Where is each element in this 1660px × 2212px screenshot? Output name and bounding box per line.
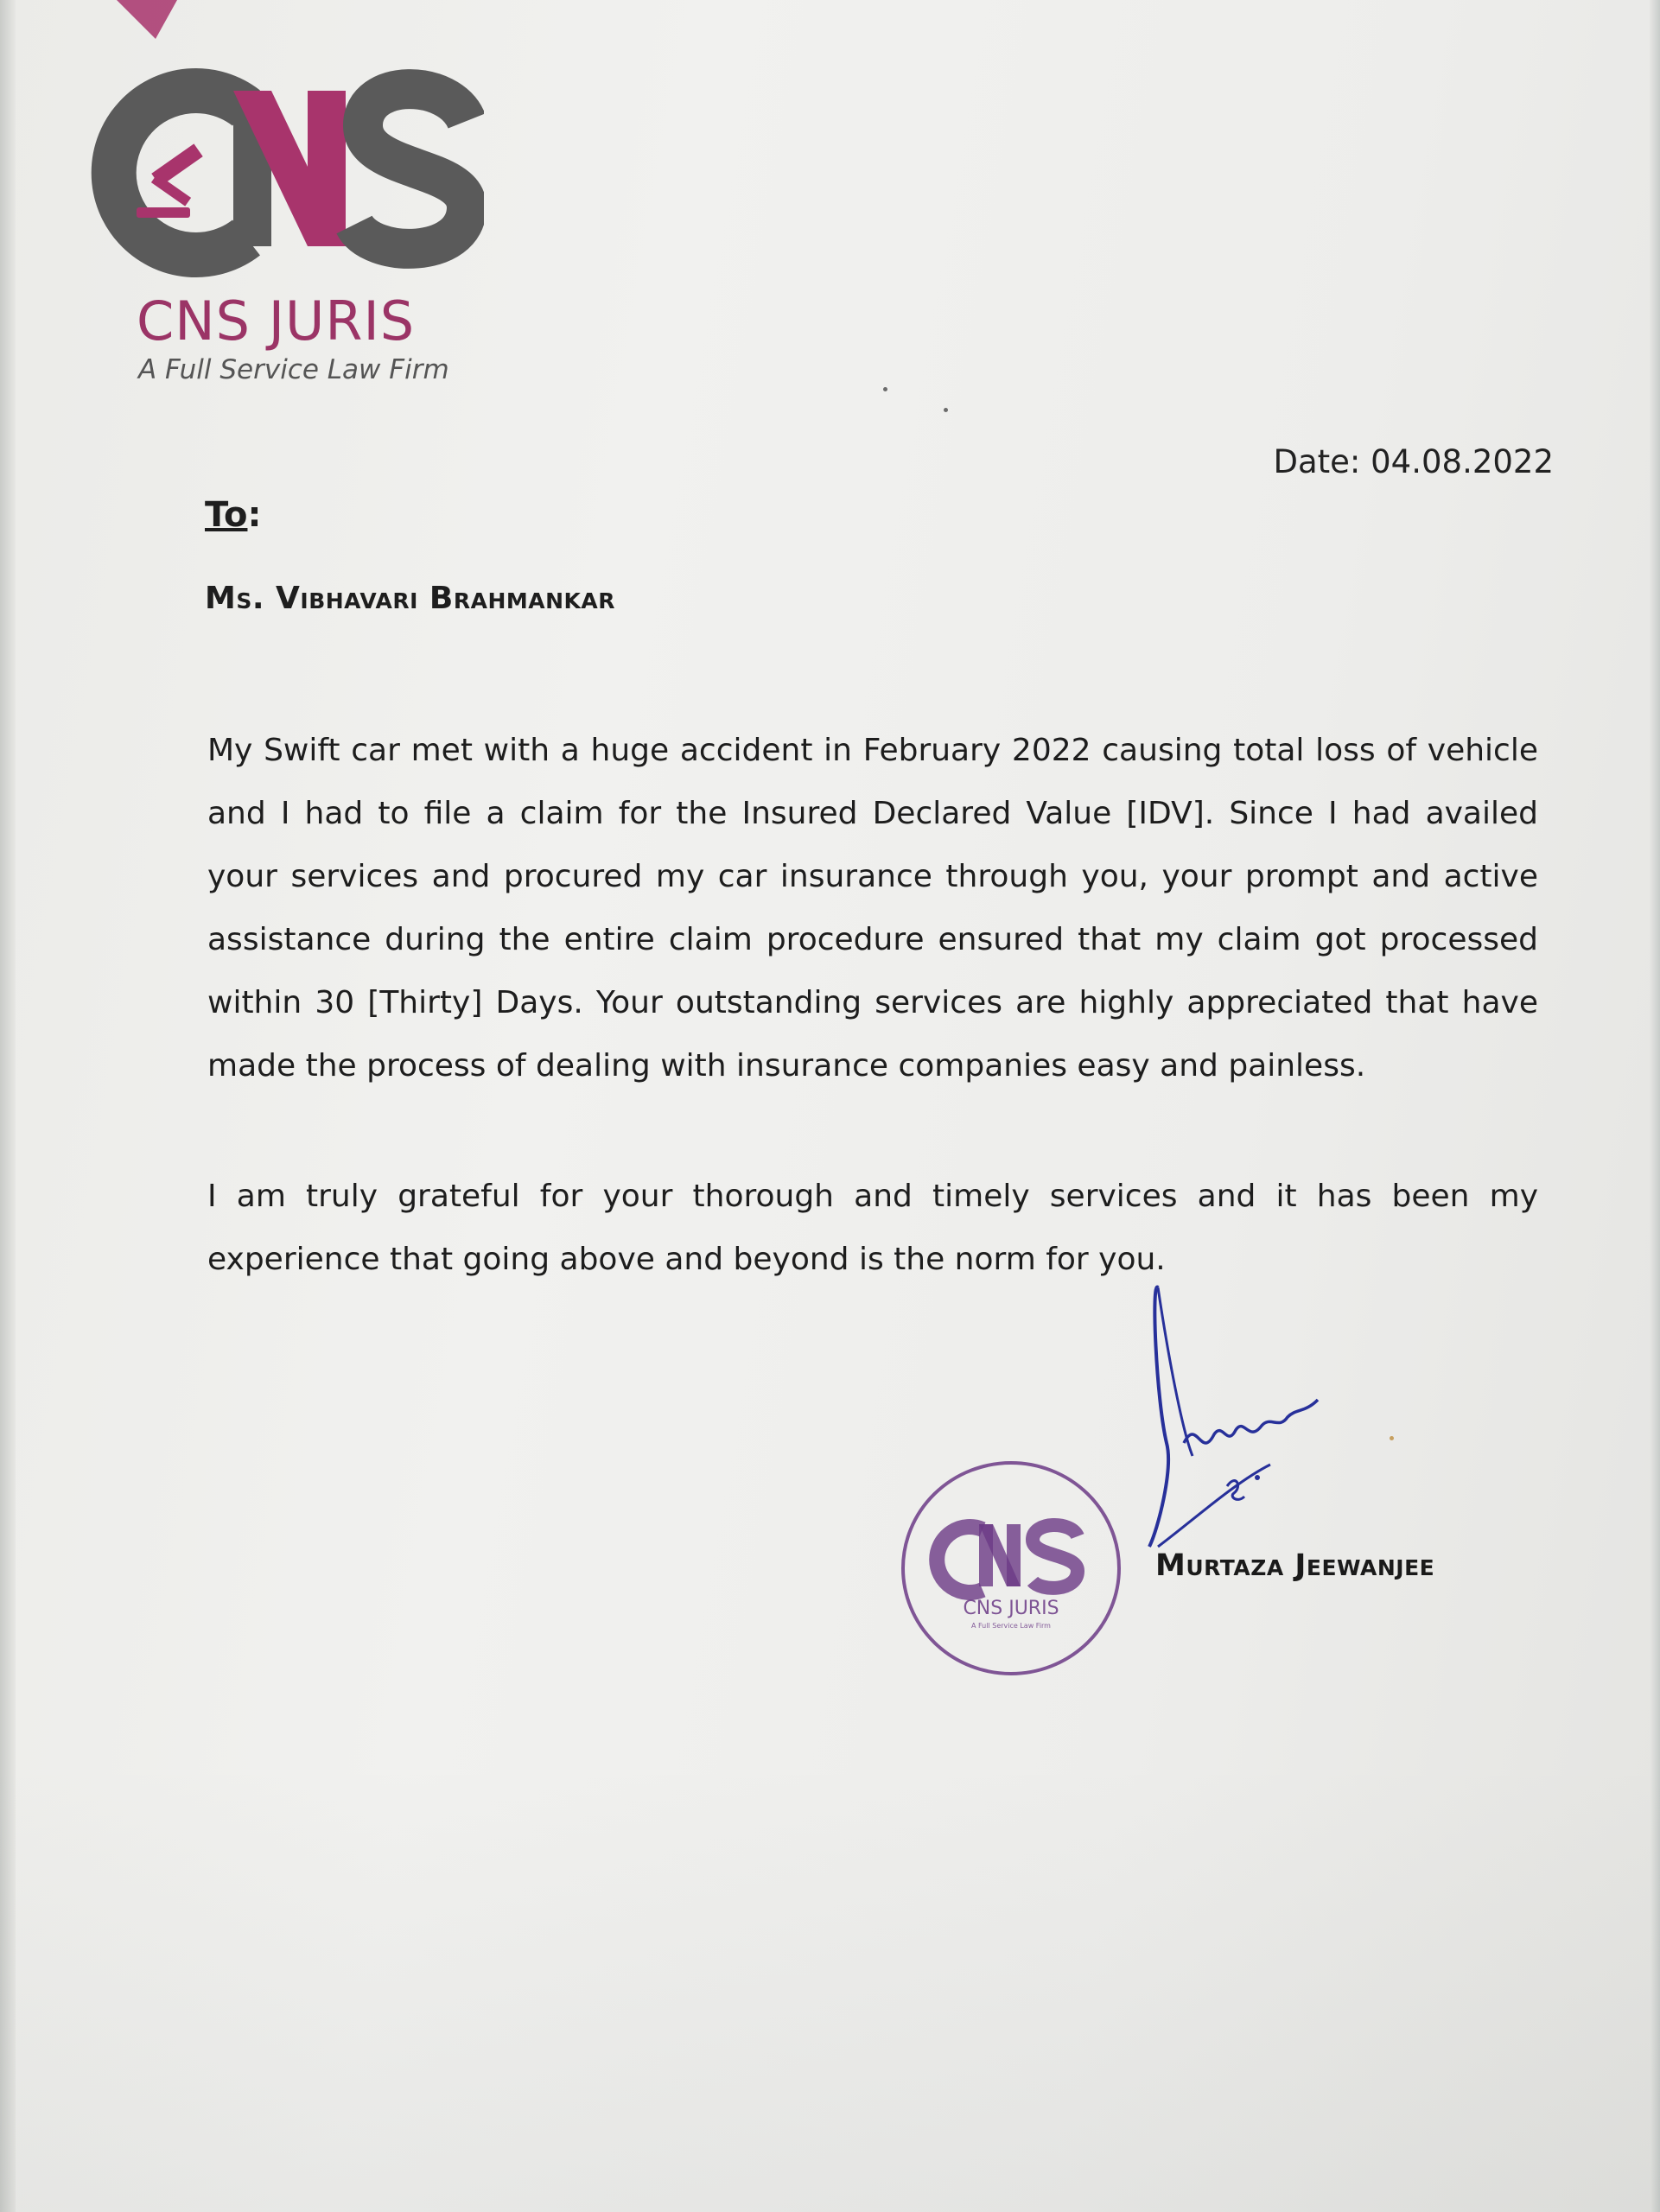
- firm-stamp: [894, 1452, 1128, 1685]
- stamp-seal-graphic: [894, 1452, 1128, 1685]
- cns-logo-graphic: [69, 0, 484, 294]
- recipient-name: [205, 581, 615, 616]
- signature-graphic: [1132, 1270, 1391, 1555]
- letter-date: Date: 04.08.2022: [1273, 443, 1554, 480]
- firm-name: CNS JURIS: [137, 289, 416, 353]
- letter-paragraph-1: My Swift car met with a huge accident in February 2022 causing total loss of vehicle and I had to file a claim for the Insured Declared Value [IDV]. Since I had availed your services and procured my car insurance through you, your prompt and active assistance during the entire claim procedure ensured that my claim got processed within 30 [Thirty] Days. Your outstanding services are highly appreciated that have made the process of dealing with insurance companies easy and painless.: [207, 733, 1538, 1084]
- to-label-text: To: [205, 495, 248, 535]
- speck: [883, 387, 887, 391]
- speck: [944, 408, 948, 412]
- letter-paragraph-2: I am truly grateful for your thorough and timely services and it has been my experience that going above and beyond is the norm for you.: [207, 1179, 1538, 1277]
- stamp-firm-name: CNS JURIS: [963, 1598, 1059, 1619]
- to-label: [205, 495, 261, 535]
- handwritten-signature: [1132, 1270, 1391, 1555]
- stamp-tagline: A Full Service Law Firm: [971, 1622, 1051, 1630]
- signer-name: [1155, 1548, 1434, 1583]
- paper-shadow: [0, 1763, 1660, 2212]
- to-label-colon: :: [247, 495, 262, 535]
- firm-tagline: A Full Service Law Firm: [138, 354, 449, 385]
- signer-name-text: Murtaza Jeewanjee: [1155, 1548, 1435, 1583]
- recipient-name-text: Ms. Vibhavari Brahmankar: [205, 581, 615, 616]
